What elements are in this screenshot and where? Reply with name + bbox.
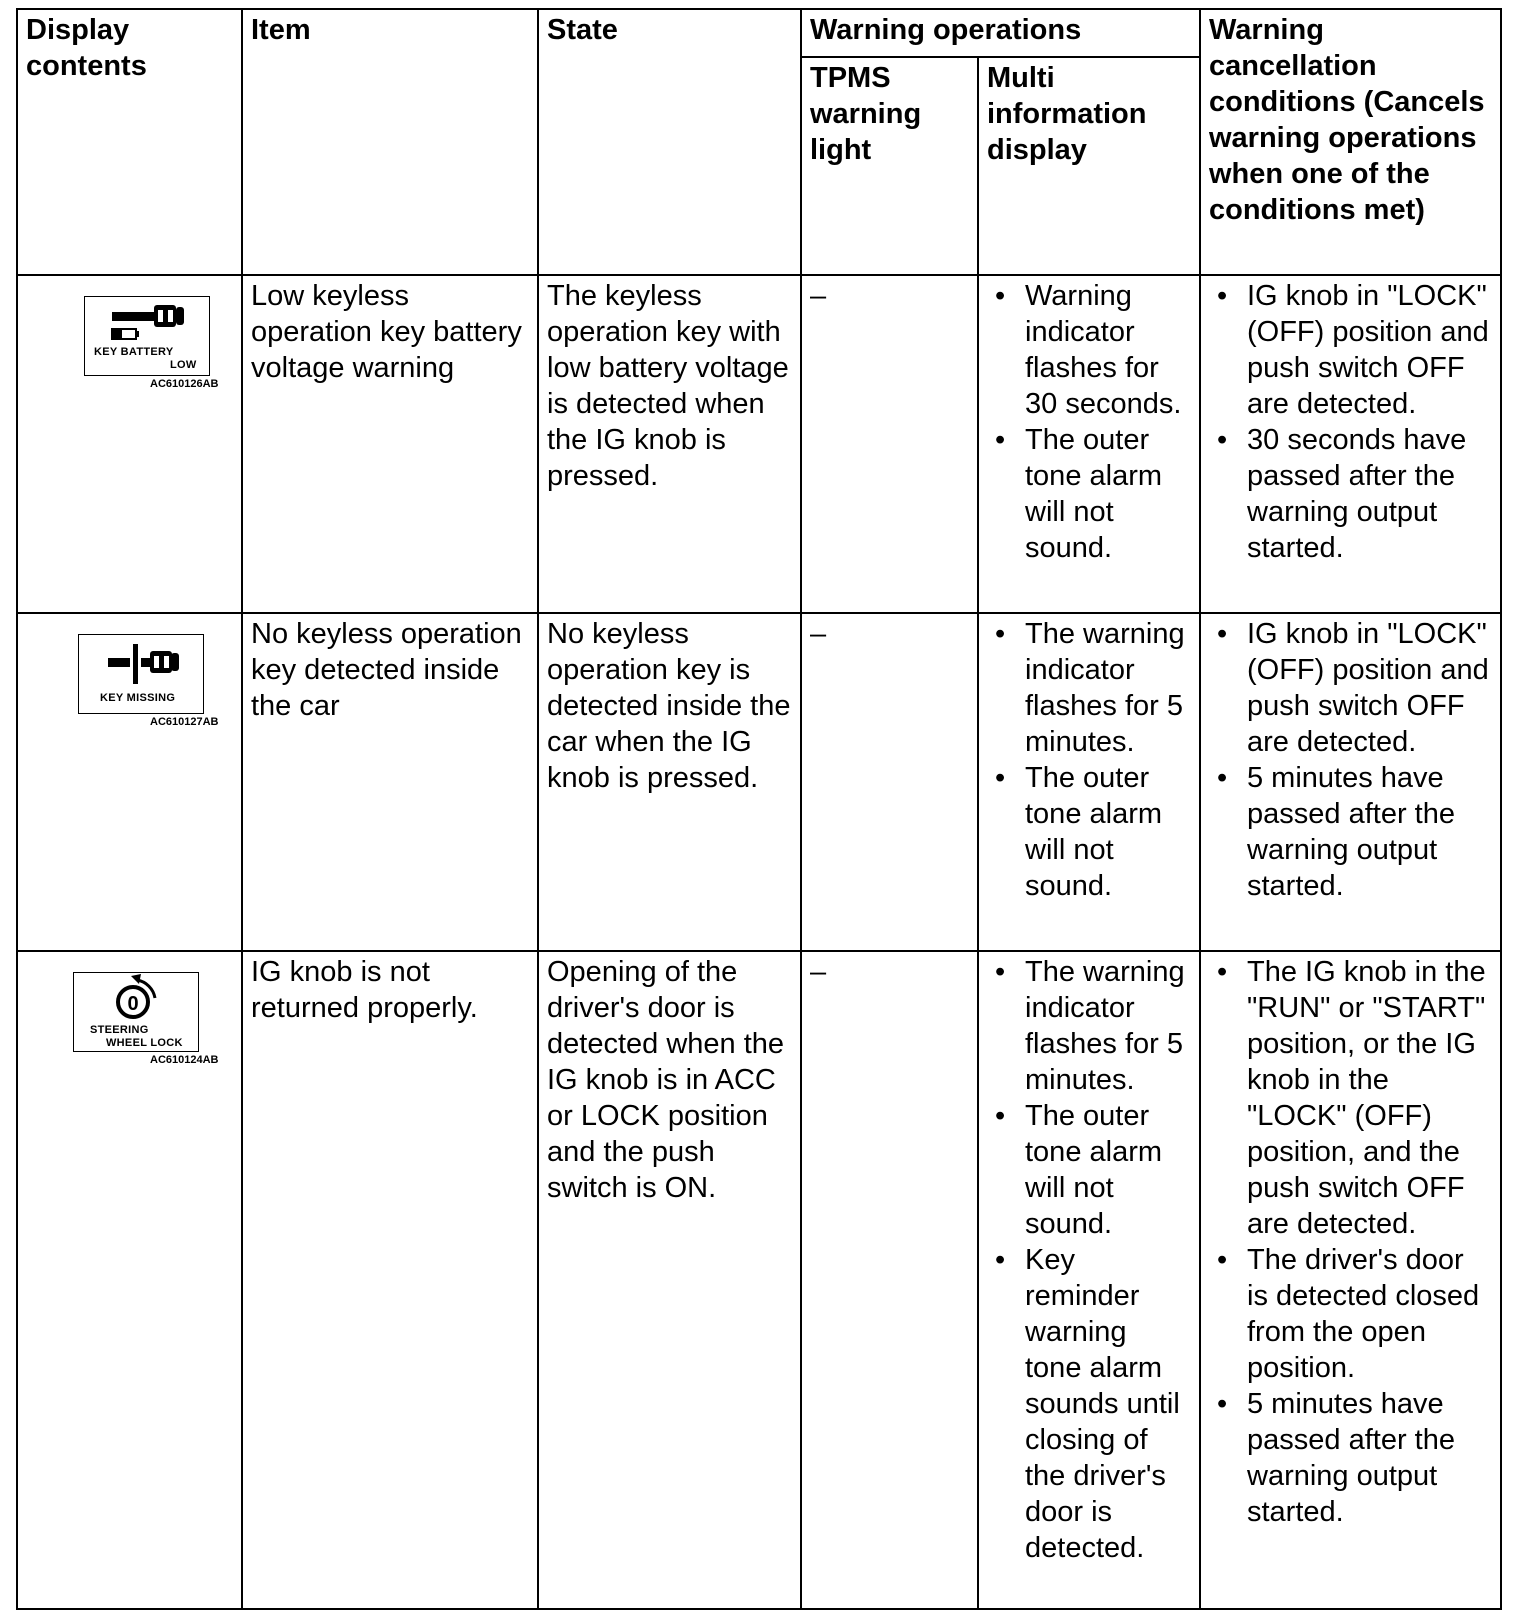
table-row <box>17 951 1501 1609</box>
list-item: • The outer tone alarm will not sound. <box>1025 422 1191 566</box>
list-item: • The outer tone alarm will not sound. <box>1025 760 1191 904</box>
list-item: • Key reminder warning tone alarm sounds until closing of the driver's door is detected. <box>1025 1242 1191 1566</box>
list-item: • IG knob in "LOCK" (OFF) position and push switch OFF are detected. <box>1247 278 1492 422</box>
figure-code: AC610126AB <box>150 378 219 390</box>
tpms-cell <box>801 613 978 951</box>
cancellation-cell <box>1200 275 1501 613</box>
multi-info-cell <box>978 613 1200 951</box>
multi-info-cell <box>978 951 1200 1609</box>
item-cell: IG knob is not returned properly. <box>242 951 538 1609</box>
state-cell: No keyless operation key is detected inside the car when the IG knob is pressed. <box>538 613 801 951</box>
figure-code: AC610124AB <box>150 1054 219 1066</box>
header-warning-operations: Warning operations <box>801 9 1200 57</box>
list-item: • 5 minutes have passed after the warning output started. <box>1247 760 1492 904</box>
table-row <box>17 613 1501 951</box>
header-tpms-warning-light: TPMS warning light <box>801 57 978 275</box>
list-item: • The warning indicator flashes for 5 minutes. <box>1025 616 1191 760</box>
icon-caption: KEY BATTERY <box>94 346 174 358</box>
header-display-contents: Display contents <box>17 9 242 275</box>
display-contents-cell <box>17 951 242 1609</box>
state-cell: The keyless operation key with low battery voltage is detected when the IG knob is pressed. <box>538 275 801 613</box>
svg-text:0: 0 <box>127 993 139 1015</box>
figure-code: AC610127AB <box>150 716 219 728</box>
icon-caption: LOW <box>170 359 197 371</box>
state-cell: Opening of the driver's door is detected when the IG knob is in ACC or LOCK position and the push switch is ON. <box>538 951 801 1609</box>
list-item: • The outer tone alarm will not sound. <box>1025 1098 1191 1242</box>
tpms-value: – <box>810 618 827 650</box>
list-item: • IG knob in "LOCK" (OFF) position and push switch OFF are detected. <box>1247 616 1492 760</box>
tpms-cell <box>801 275 978 613</box>
icon-caption: STEERING <box>90 1024 149 1036</box>
header-multi-information-display: Multi information display <box>978 57 1200 275</box>
header-state: State <box>538 9 801 275</box>
tpms-value: – <box>810 956 827 988</box>
icon-caption: KEY MISSING <box>100 692 176 704</box>
table-row <box>17 275 1501 613</box>
warning-table <box>16 8 1502 1610</box>
list-item: • The warning indicator flashes for 5 minutes. <box>1025 954 1191 1098</box>
item-cell: Low keyless operation key battery voltage warning <box>242 275 538 613</box>
list-item: • 30 seconds have passed after the warning output started. <box>1247 422 1492 566</box>
display-contents-cell <box>17 275 242 613</box>
multi-info-cell <box>978 275 1200 613</box>
item-cell: No keyless operation key detected inside the car <box>242 613 538 951</box>
display-contents-cell <box>17 613 242 951</box>
header-item: Item <box>242 9 538 275</box>
steering-wheel-lock-icon <box>48 972 248 1080</box>
list-item: • The driver's door is detected closed from the open position. <box>1247 1242 1492 1386</box>
cancellation-cell <box>1200 951 1501 1609</box>
cancellation-cell <box>1200 613 1501 951</box>
list-item: • Warning indicator flashes for 30 seconds. <box>1025 278 1191 422</box>
tpms-value: – <box>810 280 827 312</box>
tpms-cell <box>801 951 978 1609</box>
list-item: • The IG knob in the "RUN" or "START" position, or the IG knob in the "LOCK" (OFF) position, and the push switch OFF are detected. <box>1247 954 1492 1242</box>
key-missing-icon <box>48 634 248 742</box>
icon-caption: WHEEL LOCK <box>106 1037 183 1049</box>
list-item: • 5 minutes have passed after the warning output started. <box>1247 1386 1492 1530</box>
key-battery-low-icon <box>48 296 248 404</box>
header-cancellation: Warning cancellation conditions (Cancels warning operations when one of the conditions met) <box>1200 9 1501 275</box>
